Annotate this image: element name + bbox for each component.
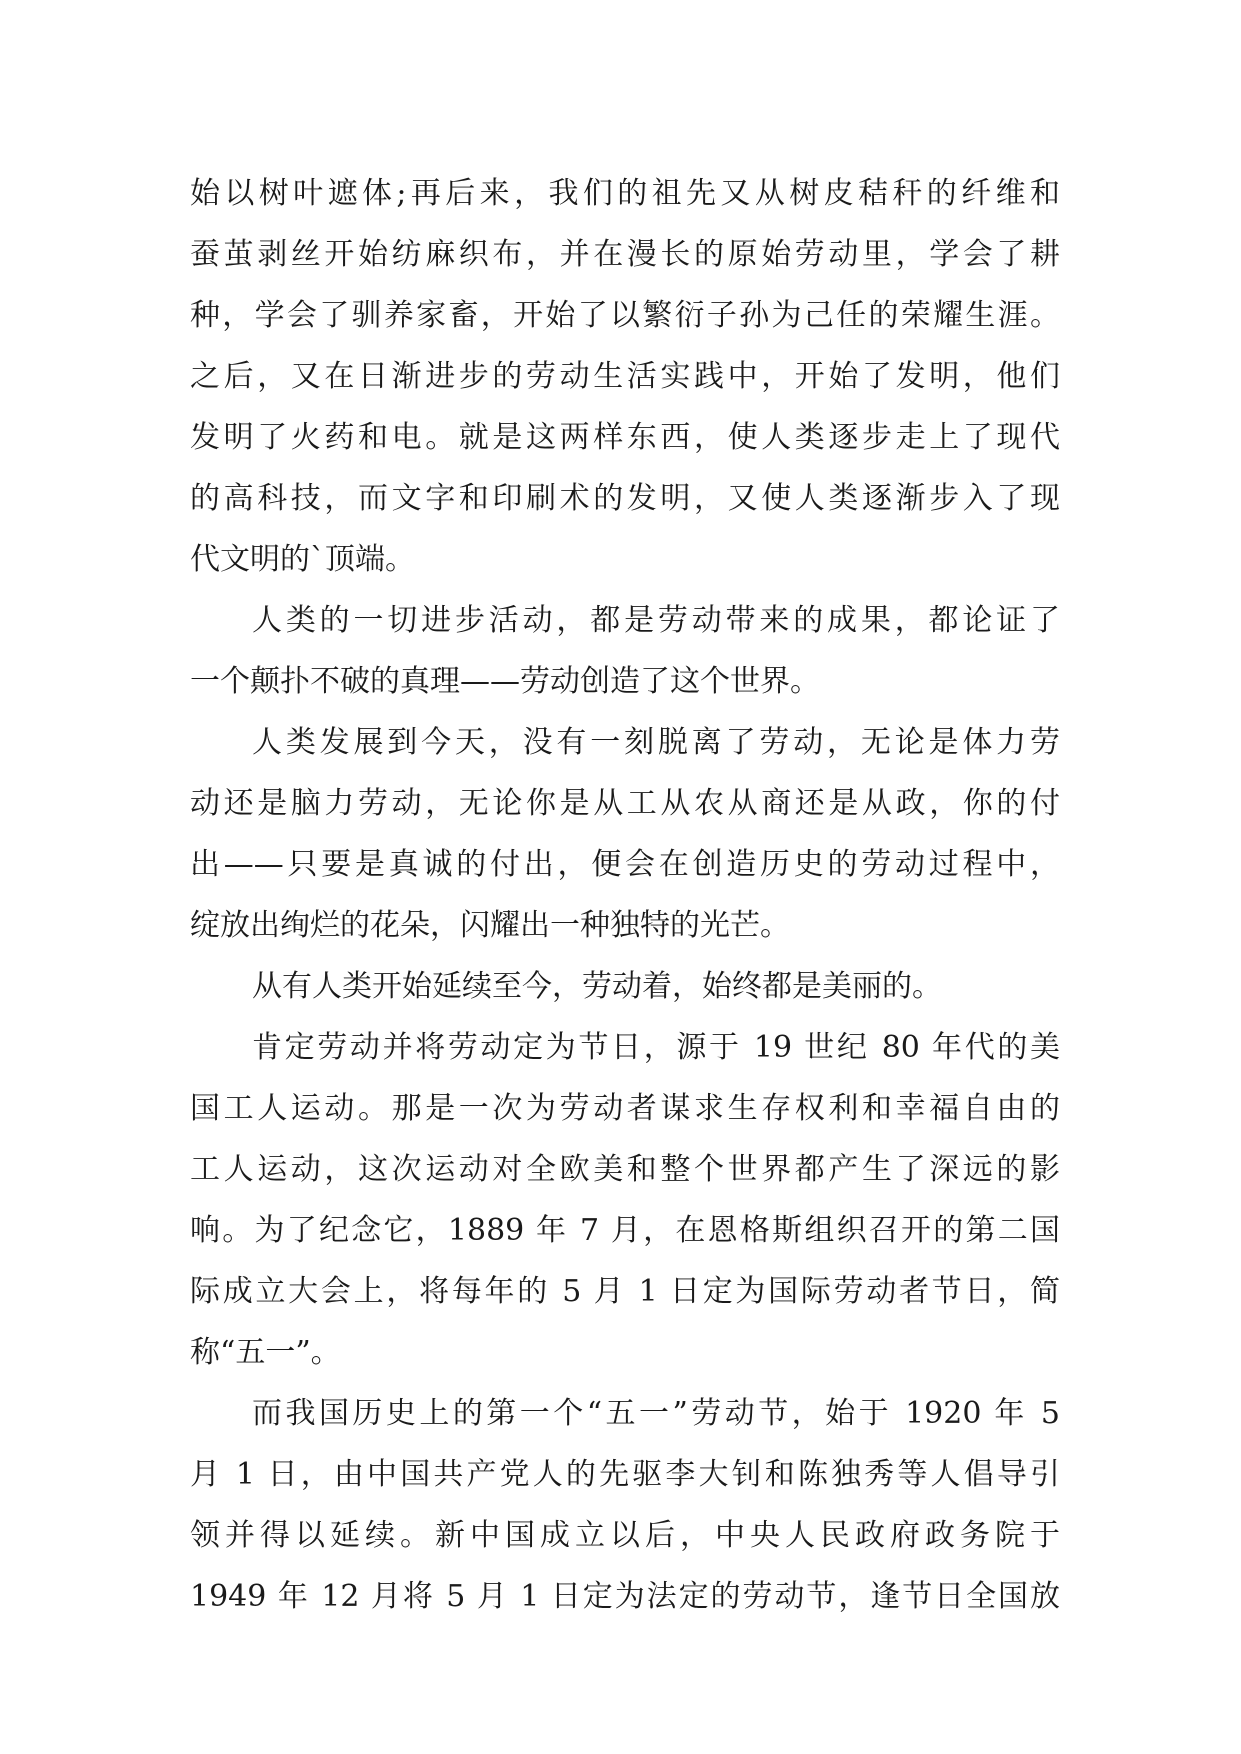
text-line: 始以树叶遮体;再后来，我们的祖先又从树皮秸秆的纤维和: [190, 176, 1060, 211]
text-line: 1949 年 12 月将 5 月 1 日定为法定的劳动节，逢节日全国放: [190, 1579, 1060, 1614]
text-line: 际成立大会上，将每年的 5 月 1 日定为国际劳动者节日，简: [190, 1274, 1060, 1309]
text-line: 从有人类开始延续至今，劳动着，始终都是美丽的。: [252, 969, 942, 1004]
text-line: 种，学会了驯养家畜，开始了以繁衍子孙为己任的荣耀生涯。: [190, 298, 1060, 333]
body-text: [190, 163, 1060, 1627]
text-line: 的高科技，而文字和印刷术的发明，又使人类逐渐步入了现: [190, 481, 1060, 516]
text-line: 绽放出绚烂的花朵，闪耀出一种独特的光芒。: [190, 908, 790, 943]
text-line: 人类的一切进步活动，都是劳动带来的成果，都论证了: [252, 603, 1060, 638]
text-line: 而我国历史上的第一个“五一”劳动节，始于 1920 年 5: [252, 1396, 1060, 1431]
text-line: 代文明的`顶端。: [190, 542, 415, 577]
text-line: 一个颠扑不破的真理——劳动创造了这个世界。: [190, 664, 820, 699]
text-line: 响。为了纪念它，1889 年 7 月，在恩格斯组织召开的第二国: [190, 1213, 1060, 1248]
text-line: 称“五一”。: [190, 1335, 341, 1370]
text-line: 人类发展到今天，没有一刻脱离了劳动，无论是体力劳: [252, 725, 1060, 760]
text-line: 出——只要是真诚的付出，便会在创造历史的劳动过程中，: [190, 847, 1060, 882]
text-line: 国工人运动。那是一次为劳动者谋求生存权利和幸福自由的: [190, 1091, 1060, 1126]
text-line: 之后，又在日渐进步的劳动生活实践中，开始了发明，他们: [190, 359, 1060, 394]
text-line: 发明了火药和电。就是这两样东西，使人类逐步走上了现代: [190, 420, 1060, 455]
text-line: 工人运动，这次运动对全欧美和整个世界都产生了深远的影: [190, 1152, 1060, 1187]
text-line: 肯定劳动并将劳动定为节日，源于 19 世纪 80 年代的美: [252, 1030, 1060, 1065]
text-line: 月 1 日，由中国共产党人的先驱李大钊和陈独秀等人倡导引: [190, 1457, 1060, 1492]
text-line: 蚕茧剥丝开始纺麻织布，并在漫长的原始劳动里，学会了耕: [190, 237, 1060, 272]
text-line: 领并得以延续。新中国成立以后，中央人民政府政务院于: [190, 1518, 1060, 1553]
text-line: 动还是脑力劳动，无论你是从工从农从商还是从政，你的付: [190, 786, 1060, 821]
